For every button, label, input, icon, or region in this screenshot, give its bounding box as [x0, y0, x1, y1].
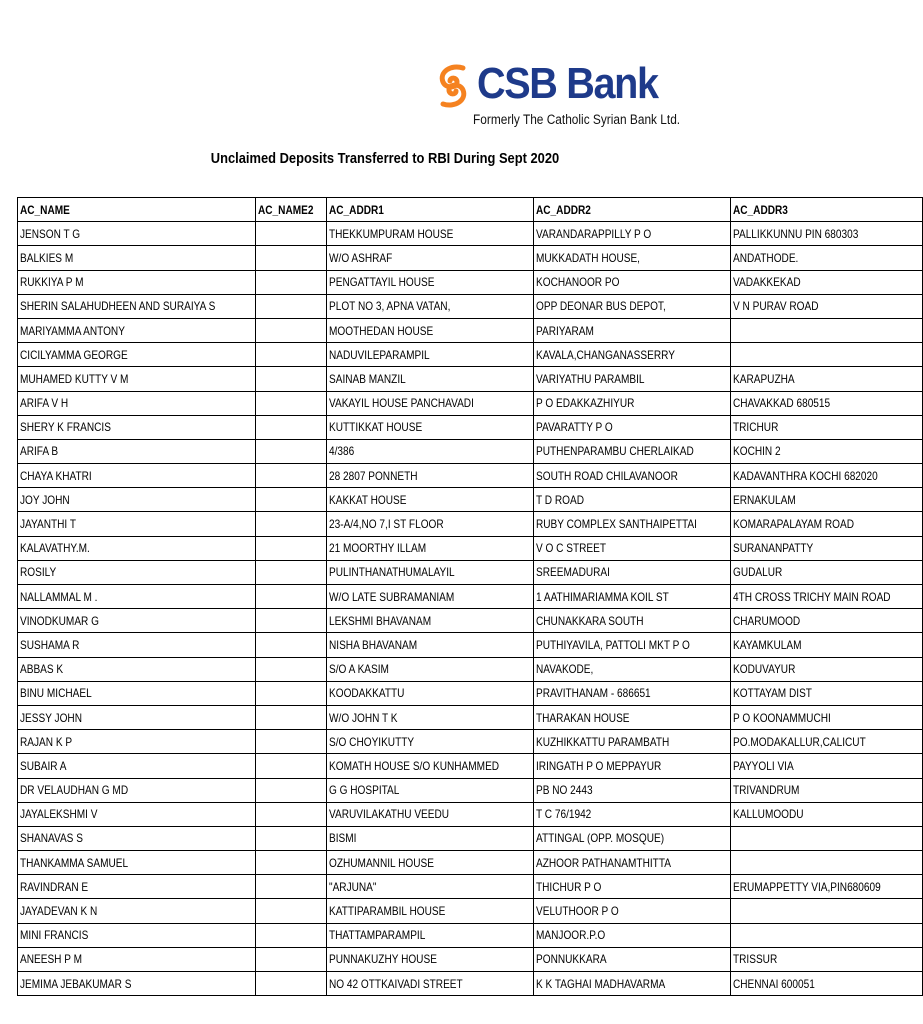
table-cell: P O EDAKKAZHIYUR	[534, 391, 731, 415]
table-cell	[255, 972, 326, 996]
table-cell: ARIFA V H	[18, 391, 256, 415]
table-cell: KATTIPARAMBIL HOUSE	[326, 899, 533, 923]
table-row	[18, 415, 923, 439]
table-cell: KOTTAYAM DIST	[730, 681, 923, 705]
table-cell: ARIFA B	[18, 439, 256, 463]
table-row	[18, 947, 923, 971]
table-row	[18, 923, 923, 947]
column-header: AC_ADDR3	[730, 198, 923, 222]
table-cell: 28 2807 PONNETH	[326, 464, 533, 488]
table-cell: ROSILY	[18, 560, 256, 584]
table-cell	[255, 512, 326, 536]
column-header: AC_ADDR2	[534, 198, 731, 222]
table-cell: PLOT NO 3, APNA VATAN,	[326, 294, 533, 318]
table-row	[18, 778, 923, 802]
table-cell: SUSHAMA R	[18, 633, 256, 657]
table-cell: JOY JOHN	[18, 488, 256, 512]
table-cell	[255, 657, 326, 681]
table-cell: SURANANPATTY	[730, 536, 923, 560]
table-cell	[255, 633, 326, 657]
table-cell: PB NO 2443	[534, 778, 731, 802]
table-cell	[255, 754, 326, 778]
table-cell: JEMIMA JEBAKUMAR S	[18, 972, 256, 996]
table-cell: KOCHANOOR PO	[534, 270, 731, 294]
table-cell: THATTAMPARAMPIL	[326, 923, 533, 947]
table-cell: VELUTHOOR P O	[534, 899, 731, 923]
table-header-row	[18, 198, 923, 222]
table-cell	[255, 415, 326, 439]
table-cell: NADUVILEPARAMPIL	[326, 343, 533, 367]
table-cell: VADAKKEKAD	[730, 270, 923, 294]
table-cell	[255, 536, 326, 560]
table-cell: CHARUMOOD	[730, 609, 923, 633]
table-row	[18, 875, 923, 899]
table-cell	[255, 681, 326, 705]
table-cell: THARAKAN HOUSE	[534, 705, 731, 729]
table-cell: SOUTH ROAD CHILAVANOOR	[534, 464, 731, 488]
table-cell: RUBY COMPLEX SANTHAIPETTAI	[534, 512, 731, 536]
table-cell	[255, 851, 326, 875]
table-cell	[255, 705, 326, 729]
table-cell: THANKAMMA SAMUEL	[18, 851, 256, 875]
table-cell	[255, 246, 326, 270]
table-cell	[255, 923, 326, 947]
table-cell: JAYALEKSHMI V	[18, 802, 256, 826]
table-cell: PUNNAKUZHY HOUSE	[326, 947, 533, 971]
csb-swirl-icon	[433, 62, 473, 110]
table-row	[18, 899, 923, 923]
table-cell	[255, 464, 326, 488]
table-cell: SHANAVAS S	[18, 826, 256, 850]
table-cell	[255, 270, 326, 294]
table-row	[18, 343, 923, 367]
table-row	[18, 730, 923, 754]
table-cell	[255, 585, 326, 609]
table-cell: RAJAN K P	[18, 730, 256, 754]
table-cell	[730, 343, 923, 367]
table-cell: PUTHIYAVILA, PATTOLI MKT P O	[534, 633, 731, 657]
table-cell: 1 AATHIMARIAMMA KOIL ST	[534, 585, 731, 609]
table-row	[18, 754, 923, 778]
table-cell	[255, 730, 326, 754]
table-cell: S/O A KASIM	[326, 657, 533, 681]
table-cell	[255, 802, 326, 826]
table-cell: TRICHUR	[730, 415, 923, 439]
table-cell	[255, 778, 326, 802]
table-cell	[255, 826, 326, 850]
table-cell: G G HOSPITAL	[326, 778, 533, 802]
table-cell: PAYYOLI VIA	[730, 754, 923, 778]
table-cell	[255, 875, 326, 899]
table-cell	[730, 318, 923, 342]
table-row	[18, 609, 923, 633]
table-cell: LEKSHMI BHAVANAM	[326, 609, 533, 633]
table-cell: PARIYARAM	[534, 318, 731, 342]
column-header: AC_NAME	[18, 198, 256, 222]
table-cell: OZHUMANNIL HOUSE	[326, 851, 533, 875]
table-row	[18, 318, 923, 342]
table-cell	[255, 488, 326, 512]
table-cell: VARANDARAPPILLY P O	[534, 222, 731, 246]
table-cell: VARUVILAKATHU VEEDU	[326, 802, 533, 826]
table-cell: RUKKIYA P M	[18, 270, 256, 294]
table-cell: P O KOONAMMUCHI	[730, 705, 923, 729]
table-cell: TRISSUR	[730, 947, 923, 971]
table-cell: NALLAMMAL M .	[18, 585, 256, 609]
table-row	[18, 439, 923, 463]
table-cell: ERUMAPPETTY VIA,PIN680609	[730, 875, 923, 899]
table-cell: W/O LATE SUBRAMANIAM	[326, 585, 533, 609]
table-cell: ATTINGAL (OPP. MOSQUE)	[534, 826, 731, 850]
table-cell: SHERIN SALAHUDHEEN AND SURAIYA S	[18, 294, 256, 318]
table-cell: CHAYA KHATRI	[18, 464, 256, 488]
table-cell: CHUNAKKARA SOUTH	[534, 609, 731, 633]
table-cell: PULINTHANATHUMALAYIL	[326, 560, 533, 584]
table-cell: NO 42 OTTKAIVADI STREET	[326, 972, 533, 996]
table-cell: BALKIES M	[18, 246, 256, 270]
table-cell: VARIYATHU PARAMBIL	[534, 367, 731, 391]
table-cell: CHAVAKKAD 680515	[730, 391, 923, 415]
table-cell: SAINAB MANZIL	[326, 367, 533, 391]
table-cell: BINU MICHAEL	[18, 681, 256, 705]
table-cell: MUHAMED KUTTY V M	[18, 367, 256, 391]
table-cell: DR VELAUDHAN G MD	[18, 778, 256, 802]
table-cell: CHENNAI 600051	[730, 972, 923, 996]
table-cell	[730, 899, 923, 923]
table-cell: KALLUMOODU	[730, 802, 923, 826]
table-cell: RAVINDRAN E	[18, 875, 256, 899]
table-cell: ERNAKULAM	[730, 488, 923, 512]
table-cell: V O C STREET	[534, 536, 731, 560]
table-cell: 21 MOORTHY ILLAM	[326, 536, 533, 560]
table-cell: AZHOOR PATHANAMTHITTA	[534, 851, 731, 875]
table-cell: GUDALUR	[730, 560, 923, 584]
table-cell: KUZHIKKATTU PARAMBATH	[534, 730, 731, 754]
table-cell	[255, 367, 326, 391]
table-row	[18, 851, 923, 875]
table-row	[18, 633, 923, 657]
table-cell: "ARJUNA"	[326, 875, 533, 899]
table-cell: MARIYAMMA ANTONY	[18, 318, 256, 342]
table-cell: THEKKUMPURAM HOUSE	[326, 222, 533, 246]
table-cell: JESSY JOHN	[18, 705, 256, 729]
table-cell: VINODKUMAR G	[18, 609, 256, 633]
table-cell: MINI FRANCIS	[18, 923, 256, 947]
table-cell: TRIVANDRUM	[730, 778, 923, 802]
table-cell: W/O JOHN T K	[326, 705, 533, 729]
table-cell: ABBAS K	[18, 657, 256, 681]
table-cell: SUBAIR A	[18, 754, 256, 778]
table-cell: V N PURAV ROAD	[730, 294, 923, 318]
table-cell: PO.MODAKALLUR,CALICUT	[730, 730, 923, 754]
table-row	[18, 657, 923, 681]
table-cell	[730, 851, 923, 875]
table-cell: JAYADEVAN K N	[18, 899, 256, 923]
table-cell: PAVARATTY P O	[534, 415, 731, 439]
table-row	[18, 972, 923, 996]
document-title: Unclaimed Deposits Transferred to RBI During Sept 2020	[210, 150, 560, 167]
deposits-table	[17, 197, 923, 996]
table-cell: KOCHIN 2	[730, 439, 923, 463]
table-cell: KUTTIKKAT HOUSE	[326, 415, 533, 439]
table-cell	[255, 222, 326, 246]
table-row	[18, 270, 923, 294]
column-header: AC_ADDR1	[326, 198, 533, 222]
table-cell: T D ROAD	[534, 488, 731, 512]
table-row	[18, 391, 923, 415]
table-cell: VAKAYIL HOUSE PANCHAVADI	[326, 391, 533, 415]
table-cell: PRAVITHANAM - 686651	[534, 681, 731, 705]
table-cell: SHERY K FRANCIS	[18, 415, 256, 439]
table-row	[18, 826, 923, 850]
table-cell: T C 76/1942	[534, 802, 731, 826]
table-cell: KOODAKKATTU	[326, 681, 533, 705]
table-cell	[255, 439, 326, 463]
table-cell: KOMARAPALAYAM ROAD	[730, 512, 923, 536]
table-cell: K K TAGHAI MADHAVARMA	[534, 972, 731, 996]
table-cell: JENSON T G	[18, 222, 256, 246]
table-cell: MANJOOR.P.O	[534, 923, 731, 947]
table-cell: PENGATTAYIL HOUSE	[326, 270, 533, 294]
table-cell: THICHUR P O	[534, 875, 731, 899]
table-row	[18, 705, 923, 729]
table-cell	[255, 609, 326, 633]
table-cell: 23-A/4,NO 7,I ST FLOOR	[326, 512, 533, 536]
table-cell: KOMATH HOUSE S/O KUNHAMMED	[326, 754, 533, 778]
table-row	[18, 512, 923, 536]
table-row	[18, 585, 923, 609]
table-cell: W/O ASHRAF	[326, 246, 533, 270]
table-cell: KARAPUZHA	[730, 367, 923, 391]
table-row	[18, 488, 923, 512]
table-row	[18, 464, 923, 488]
table-cell: 4/386	[326, 439, 533, 463]
table-cell: S/O CHOYIKUTTY	[326, 730, 533, 754]
table-cell: PONNUKKARA	[534, 947, 731, 971]
table-cell	[730, 923, 923, 947]
table-cell: MUKKADATH HOUSE,	[534, 246, 731, 270]
table-row	[18, 802, 923, 826]
table-cell: KADAVANTHRA KOCHI 682020	[730, 464, 923, 488]
table-cell: CICILYAMMA GEORGE	[18, 343, 256, 367]
formerly-tagline: Formerly The Catholic Syrian Bank Ltd.	[473, 112, 681, 127]
column-header: AC_NAME2	[255, 198, 326, 222]
table-cell	[255, 899, 326, 923]
table-cell: KAKKAT HOUSE	[326, 488, 533, 512]
table-cell: KAYAMKULAM	[730, 633, 923, 657]
table-cell: BISMI	[326, 826, 533, 850]
table-cell	[730, 826, 923, 850]
table-row	[18, 560, 923, 584]
table-cell	[255, 560, 326, 584]
table-cell: PUTHENPARAMBU CHERLAIKAD	[534, 439, 731, 463]
table-row	[18, 246, 923, 270]
table-cell: ANDATHODE.	[730, 246, 923, 270]
table-cell: JAYANTHI T	[18, 512, 256, 536]
table-cell: OPP DEONAR BUS DEPOT,	[534, 294, 731, 318]
brand-name: CSB Bank	[477, 59, 658, 108]
table-cell: MOOTHEDAN HOUSE	[326, 318, 533, 342]
table-cell: NAVAKODE,	[534, 657, 731, 681]
table-row	[18, 681, 923, 705]
table-row	[18, 222, 923, 246]
table-cell	[255, 947, 326, 971]
table-cell: KAVALA,CHANGANASSERRY	[534, 343, 731, 367]
table-cell	[255, 318, 326, 342]
table-cell: ANEESH P M	[18, 947, 256, 971]
table-cell: KALAVATHY.M.	[18, 536, 256, 560]
table-row	[18, 294, 923, 318]
table-cell	[255, 294, 326, 318]
table-row	[18, 536, 923, 560]
table-cell: IRINGATH P O MEPPAYUR	[534, 754, 731, 778]
table-cell: SREEMADURAI	[534, 560, 731, 584]
table-cell: 4TH CROSS TRICHY MAIN ROAD	[730, 585, 923, 609]
table-cell	[255, 343, 326, 367]
table-row	[18, 367, 923, 391]
table-cell: NISHA BHAVANAM	[326, 633, 533, 657]
table-cell: KODUVAYUR	[730, 657, 923, 681]
table-cell: PALLIKKUNNU PIN 680303	[730, 222, 923, 246]
table-cell	[255, 391, 326, 415]
csb-bank-logo	[433, 58, 681, 138]
